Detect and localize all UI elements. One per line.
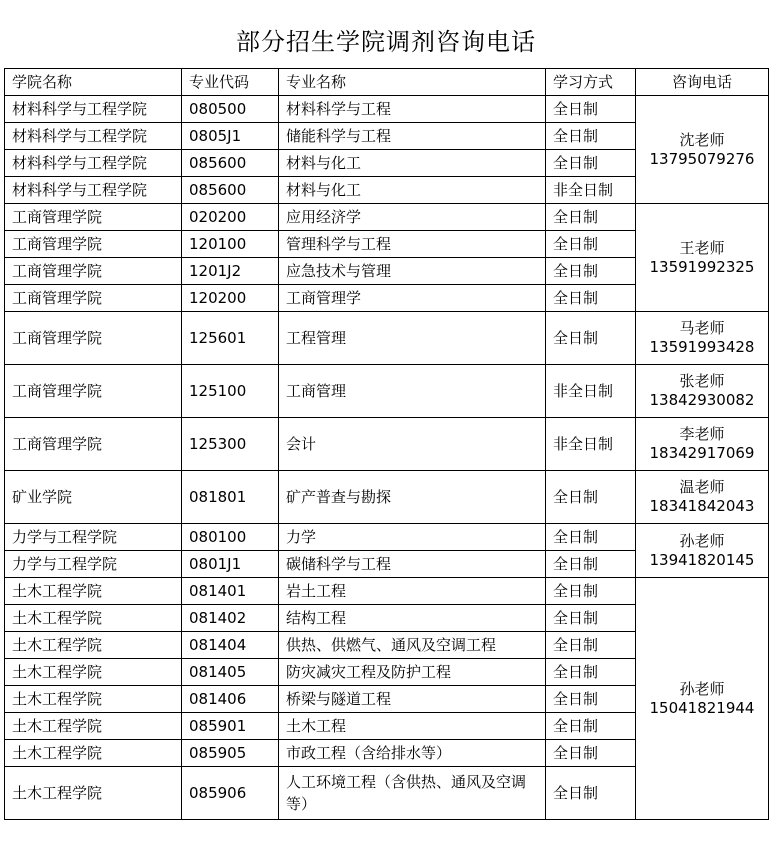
- cell-code: 081405: [182, 659, 279, 686]
- cell-major: 市政工程（含给排水等）: [279, 740, 546, 767]
- cell-major: 岩土工程: [279, 578, 546, 605]
- cell-college: 矿业学院: [5, 471, 182, 524]
- cell-code: 081801: [182, 471, 279, 524]
- cell-college: 工商管理学院: [5, 231, 182, 258]
- cell-contact: [636, 578, 769, 820]
- contact-name: 李老师: [679, 425, 725, 443]
- contact-phone: 13591992325: [649, 257, 755, 276]
- contact-phone: 13591993428: [649, 338, 755, 356]
- cell-code: 085906: [182, 767, 279, 820]
- cell-college: 工商管理学院: [5, 365, 182, 418]
- cell-major: 应用经济学: [279, 204, 546, 231]
- header-code: 专业代码: [182, 69, 279, 96]
- contact-phone: 13842930082: [649, 391, 755, 409]
- cell-code: 125601: [182, 312, 279, 365]
- cell-major: 矿产普查与勘探: [279, 471, 546, 524]
- cell-major: 材料科学与工程: [279, 96, 546, 123]
- cell-college: 土木工程学院: [5, 659, 182, 686]
- cell-college: 力学与工程学院: [5, 524, 182, 551]
- cell-major: 储能科学与工程: [279, 123, 546, 150]
- contact-name: 王老师: [679, 238, 725, 257]
- contact-phone: 13795079276: [649, 149, 755, 168]
- cell-mode: 全日制: [546, 96, 636, 123]
- contact-phone: 13941820145: [649, 550, 755, 569]
- contact-table: [4, 68, 769, 820]
- cell-code: 1201J2: [182, 258, 279, 285]
- cell-mode: 全日制: [546, 150, 636, 177]
- cell-mode: 全日制: [546, 767, 636, 820]
- cell-college: 土木工程学院: [5, 686, 182, 713]
- table-row: [5, 524, 769, 551]
- cell-code: 120100: [182, 231, 279, 258]
- cell-mode: 全日制: [546, 578, 636, 605]
- cell-major: 碳储科学与工程: [279, 551, 546, 578]
- contact-name: 马老师: [679, 319, 725, 337]
- cell-mode: 非全日制: [546, 365, 636, 418]
- cell-code: 080100: [182, 524, 279, 551]
- cell-code: 0805J1: [182, 123, 279, 150]
- cell-code: 081402: [182, 605, 279, 632]
- contact-phone: 18342917069: [649, 444, 755, 462]
- table-row: [5, 312, 769, 365]
- contact-phone: 18341842043: [649, 497, 755, 515]
- table-row: [5, 578, 769, 605]
- cell-mode: 全日制: [546, 204, 636, 231]
- cell-college: 土木工程学院: [5, 767, 182, 820]
- cell-major: 会计: [279, 418, 546, 471]
- cell-college: 力学与工程学院: [5, 551, 182, 578]
- cell-major: 工程管理: [279, 312, 546, 365]
- page-title: 部分招生学院调剂咨询电话: [236, 28, 536, 56]
- cell-college: 工商管理学院: [5, 258, 182, 285]
- cell-major: 应急技术与管理: [279, 258, 546, 285]
- cell-major: 人工环境工程（含供热、通风及空调等）: [279, 767, 546, 820]
- cell-college: 工商管理学院: [5, 312, 182, 365]
- cell-college: 土木工程学院: [5, 632, 182, 659]
- cell-code: 020200: [182, 204, 279, 231]
- cell-code: 085600: [182, 177, 279, 204]
- cell-mode: 全日制: [546, 312, 636, 365]
- cell-contact: [636, 418, 769, 471]
- cell-code: 081404: [182, 632, 279, 659]
- cell-code: 0801J1: [182, 551, 279, 578]
- cell-contact: [636, 365, 769, 418]
- cell-mode: 非全日制: [546, 177, 636, 204]
- cell-major: 材料与化工: [279, 177, 546, 204]
- header-row: [5, 69, 769, 96]
- contact-phone: 15041821944: [649, 698, 755, 717]
- cell-college: 土木工程学院: [5, 605, 182, 632]
- cell-mode: 全日制: [546, 686, 636, 713]
- cell-college: 土木工程学院: [5, 578, 182, 605]
- cell-college: 工商管理学院: [5, 204, 182, 231]
- table-row: [5, 365, 769, 418]
- cell-mode: 全日制: [546, 231, 636, 258]
- cell-mode: 全日制: [546, 605, 636, 632]
- header-major: 专业名称: [279, 69, 546, 96]
- cell-code: 081401: [182, 578, 279, 605]
- cell-mode: 全日制: [546, 471, 636, 524]
- cell-mode: 全日制: [546, 123, 636, 150]
- cell-college: 土木工程学院: [5, 713, 182, 740]
- cell-major: 结构工程: [279, 605, 546, 632]
- cell-code: 080500: [182, 96, 279, 123]
- cell-contact: [636, 204, 769, 312]
- cell-mode: 全日制: [546, 258, 636, 285]
- cell-mode: 全日制: [546, 285, 636, 312]
- cell-major: 防灾减灾工程及防护工程: [279, 659, 546, 686]
- cell-college: 材料科学与工程学院: [5, 123, 182, 150]
- cell-code: 125300: [182, 418, 279, 471]
- cell-code: 081406: [182, 686, 279, 713]
- cell-major: 管理科学与工程: [279, 231, 546, 258]
- cell-major: 工商管理: [279, 365, 546, 418]
- table-row: [5, 471, 769, 524]
- contact-name: 沈老师: [679, 130, 725, 149]
- cell-major: 桥梁与隧道工程: [279, 686, 546, 713]
- cell-major: 工商管理学: [279, 285, 546, 312]
- contact-name: 孙老师: [679, 531, 725, 550]
- cell-mode: 全日制: [546, 524, 636, 551]
- cell-mode: 全日制: [546, 659, 636, 686]
- header-contact: 咨询电话: [636, 69, 769, 96]
- cell-mode: 全日制: [546, 632, 636, 659]
- contact-name: 温老师: [679, 478, 725, 496]
- cell-college: 土木工程学院: [5, 740, 182, 767]
- cell-contact: [636, 524, 769, 578]
- header-college: 学院名称: [5, 69, 182, 96]
- cell-college: 材料科学与工程学院: [5, 150, 182, 177]
- table-row: [5, 204, 769, 231]
- table-row: [5, 418, 769, 471]
- cell-mode: 全日制: [546, 740, 636, 767]
- cell-code: 085901: [182, 713, 279, 740]
- cell-mode: 全日制: [546, 713, 636, 740]
- contact-name: 孙老师: [679, 679, 725, 698]
- cell-college: 材料科学与工程学院: [5, 177, 182, 204]
- cell-college: 工商管理学院: [5, 285, 182, 312]
- cell-major: 土木工程: [279, 713, 546, 740]
- cell-contact: [636, 471, 769, 524]
- cell-code: 120200: [182, 285, 279, 312]
- cell-contact: [636, 96, 769, 204]
- cell-mode: 非全日制: [546, 418, 636, 471]
- contact-name: 张老师: [679, 372, 725, 390]
- cell-major: 供热、供燃气、通风及空调工程: [279, 632, 546, 659]
- cell-code: 085905: [182, 740, 279, 767]
- cell-mode: 全日制: [546, 551, 636, 578]
- cell-code: 125100: [182, 365, 279, 418]
- cell-contact: [636, 312, 769, 365]
- table-row: [5, 96, 769, 123]
- cell-major: 力学: [279, 524, 546, 551]
- cell-code: 085600: [182, 150, 279, 177]
- header-mode: 学习方式: [546, 69, 636, 96]
- cell-college: 工商管理学院: [5, 418, 182, 471]
- cell-college: 材料科学与工程学院: [5, 96, 182, 123]
- cell-major: 材料与化工: [279, 150, 546, 177]
